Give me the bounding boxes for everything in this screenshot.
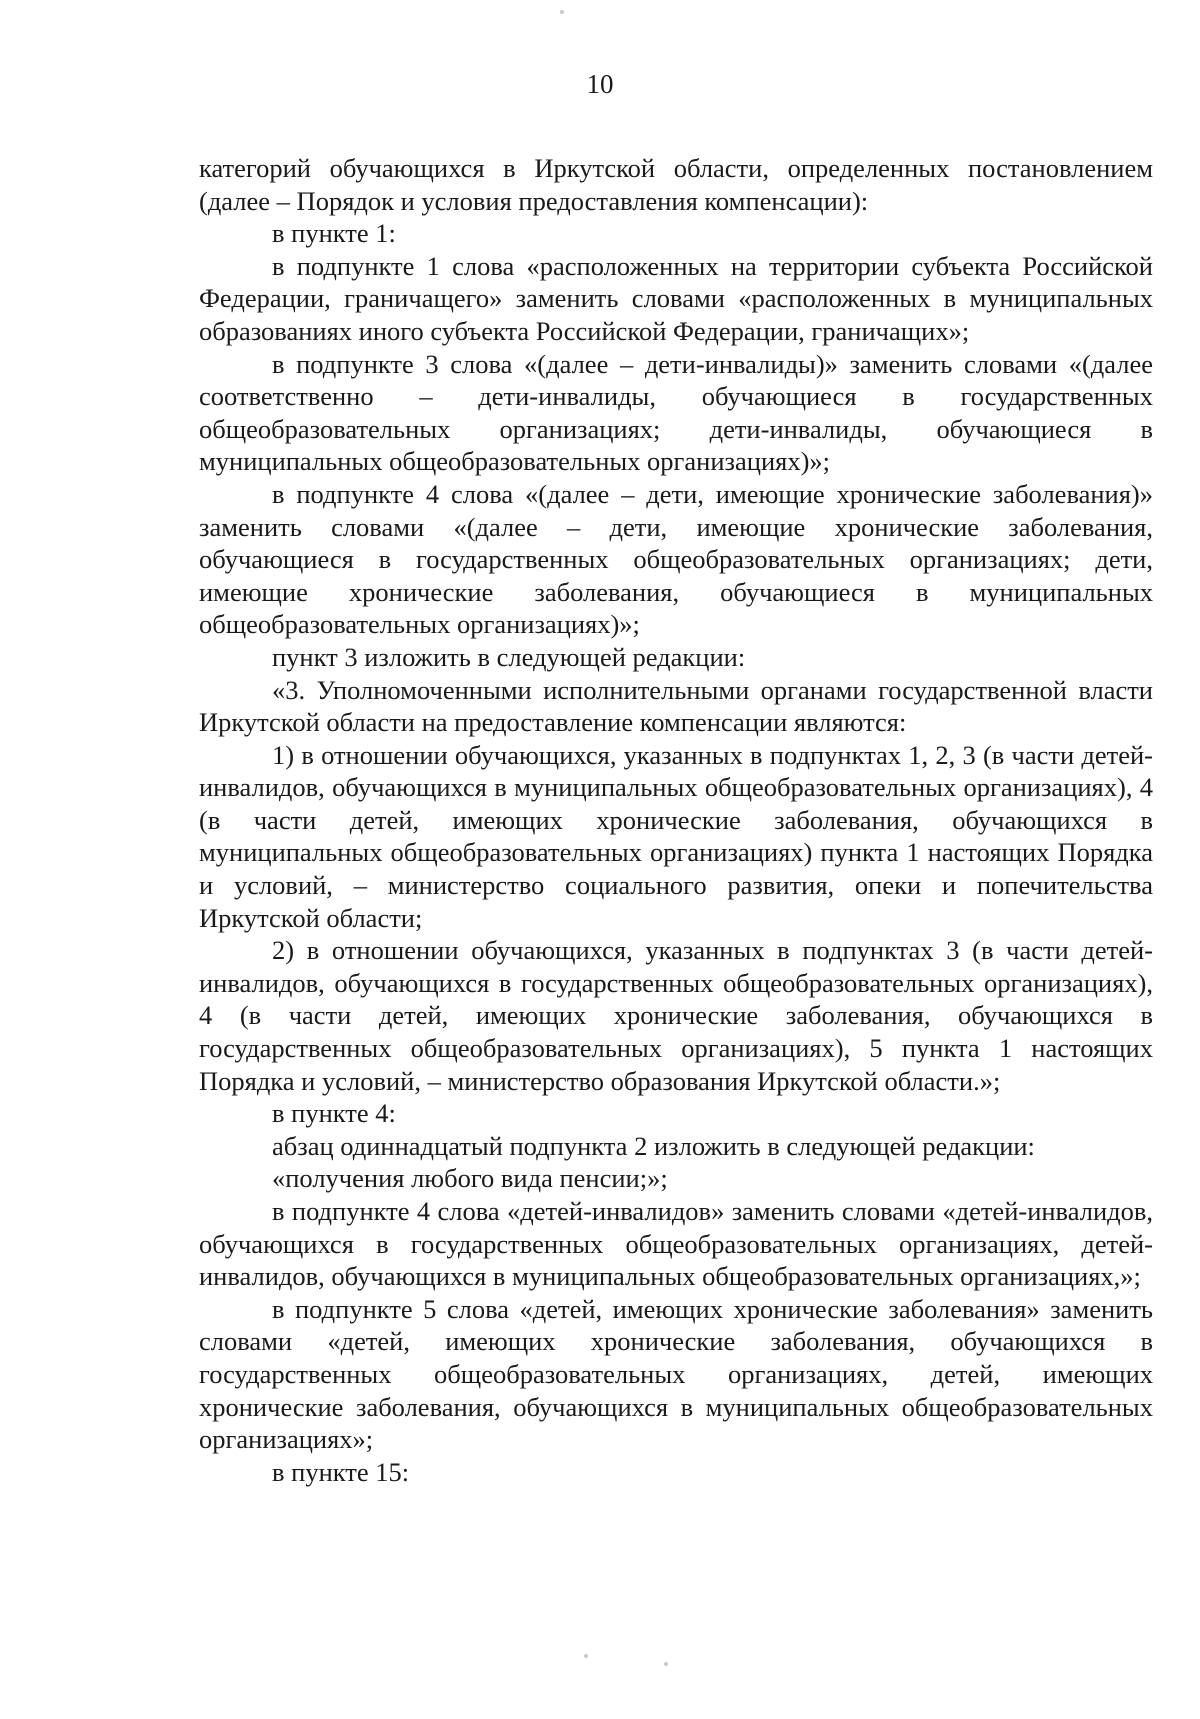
paragraph-5: пункт 3 изложить в следующей редакции: [272, 641, 746, 672]
paragraph-4: в подпункте 4 слова «(далее – дети, имеющие хронические заболевания)» заменить словами «(далее – дети, имеющие хронические заболевания, обучающиеся в государственных общеобразовательных организациях; дети, имеющие хронические заболевания, обучающиеся в муниципальных общеобразовательных организациях)»; [199, 478, 1153, 640]
paragraph-9: в пункте 4: [272, 1098, 396, 1129]
scan-speck [560, 10, 564, 14]
paragraph-7: 1) в отношении обучающихся, указанных в подпунктах 1, 2, 3 (в части детей-инвалидов, обучающихся в муниципальных общеобразовательных организациях), 4 (в части детей, имеющих хронические заболевания, обучающихся в муниципальных общеобразовательных организациях) пункта 1 настоящих Порядка и условий, – министерство социального развития, опеки и попечительства Иркутской области; [199, 739, 1153, 933]
paragraph-6: «3. Уполномоченными исполнительными органами государственной власти Иркутской области на предоставление компенсации являются: [199, 674, 1153, 738]
document-body [199, 152, 1153, 1488]
page-number: 10 [586, 69, 614, 99]
paragraph-8: 2) в отношении обучающихся, указанных в подпунктах 3 (в части детей-инвалидов, обучающихся в государственных общеобразовательных организациях), 4 (в части детей, имеющих хронические заболевания, обучающихся в государственных общеобразовательных организациях), 5 пункта 1 настоящих Порядка и условий, – министерство образования Иркутской области.»; [199, 935, 1153, 1096]
paragraph-13: в подпункте 5 слова «детей, имеющих хронические заболевания» заменить словами «детей, имеющих хронические заболевания, обучающихся в государственных общеобразовательных организациях, детей, имеющих хронические заболевания, обучающихся в муниципальных общеобразовательных организациях»; [199, 1293, 1153, 1455]
paragraph-11: «получения любого вида пенсии;»; [272, 1163, 668, 1194]
paragraph-14: в пункте 15: [272, 1456, 410, 1487]
paragraph-0: категорий обучающихся в Иркутской области, определенных постановлением (далее – Порядок и условия предоставления компенсации): [199, 153, 1153, 216]
scan-speck [584, 1654, 588, 1658]
paragraph-12: в подпункте 4 слова «детей-инвалидов» заменить словами «детей-инвалидов, обучающихся в государственных общеобразовательных организациях, детей-инвалидов, обучающихся в муниципальных общеобразовательных организациях,»; [199, 1196, 1153, 1292]
paragraph-10: абзац одиннадцатый подпункта 2 изложить в следующей редакции: [272, 1130, 1035, 1161]
paragraph-2: в подпункте 1 слова «расположенных на территории субъекта Российской Федерации, граничащего» заменить словами «расположенных в муниципальных образованиях иного субъекта Российской Федерации, граничащих»; [199, 250, 1153, 346]
paragraph-3: в подпункте 3 слова «(далее – дети-инвалиды)» заменить словами «(далее соответственно – дети-инвалиды, обучающиеся в государственных общеобразовательных организациях; дети-инвалиды, обучающиеся в муниципальных общеобразовательных организациях)»; [199, 348, 1153, 477]
paragraph-1: в пункте 1: [272, 218, 396, 249]
scan-speck [664, 1662, 668, 1666]
